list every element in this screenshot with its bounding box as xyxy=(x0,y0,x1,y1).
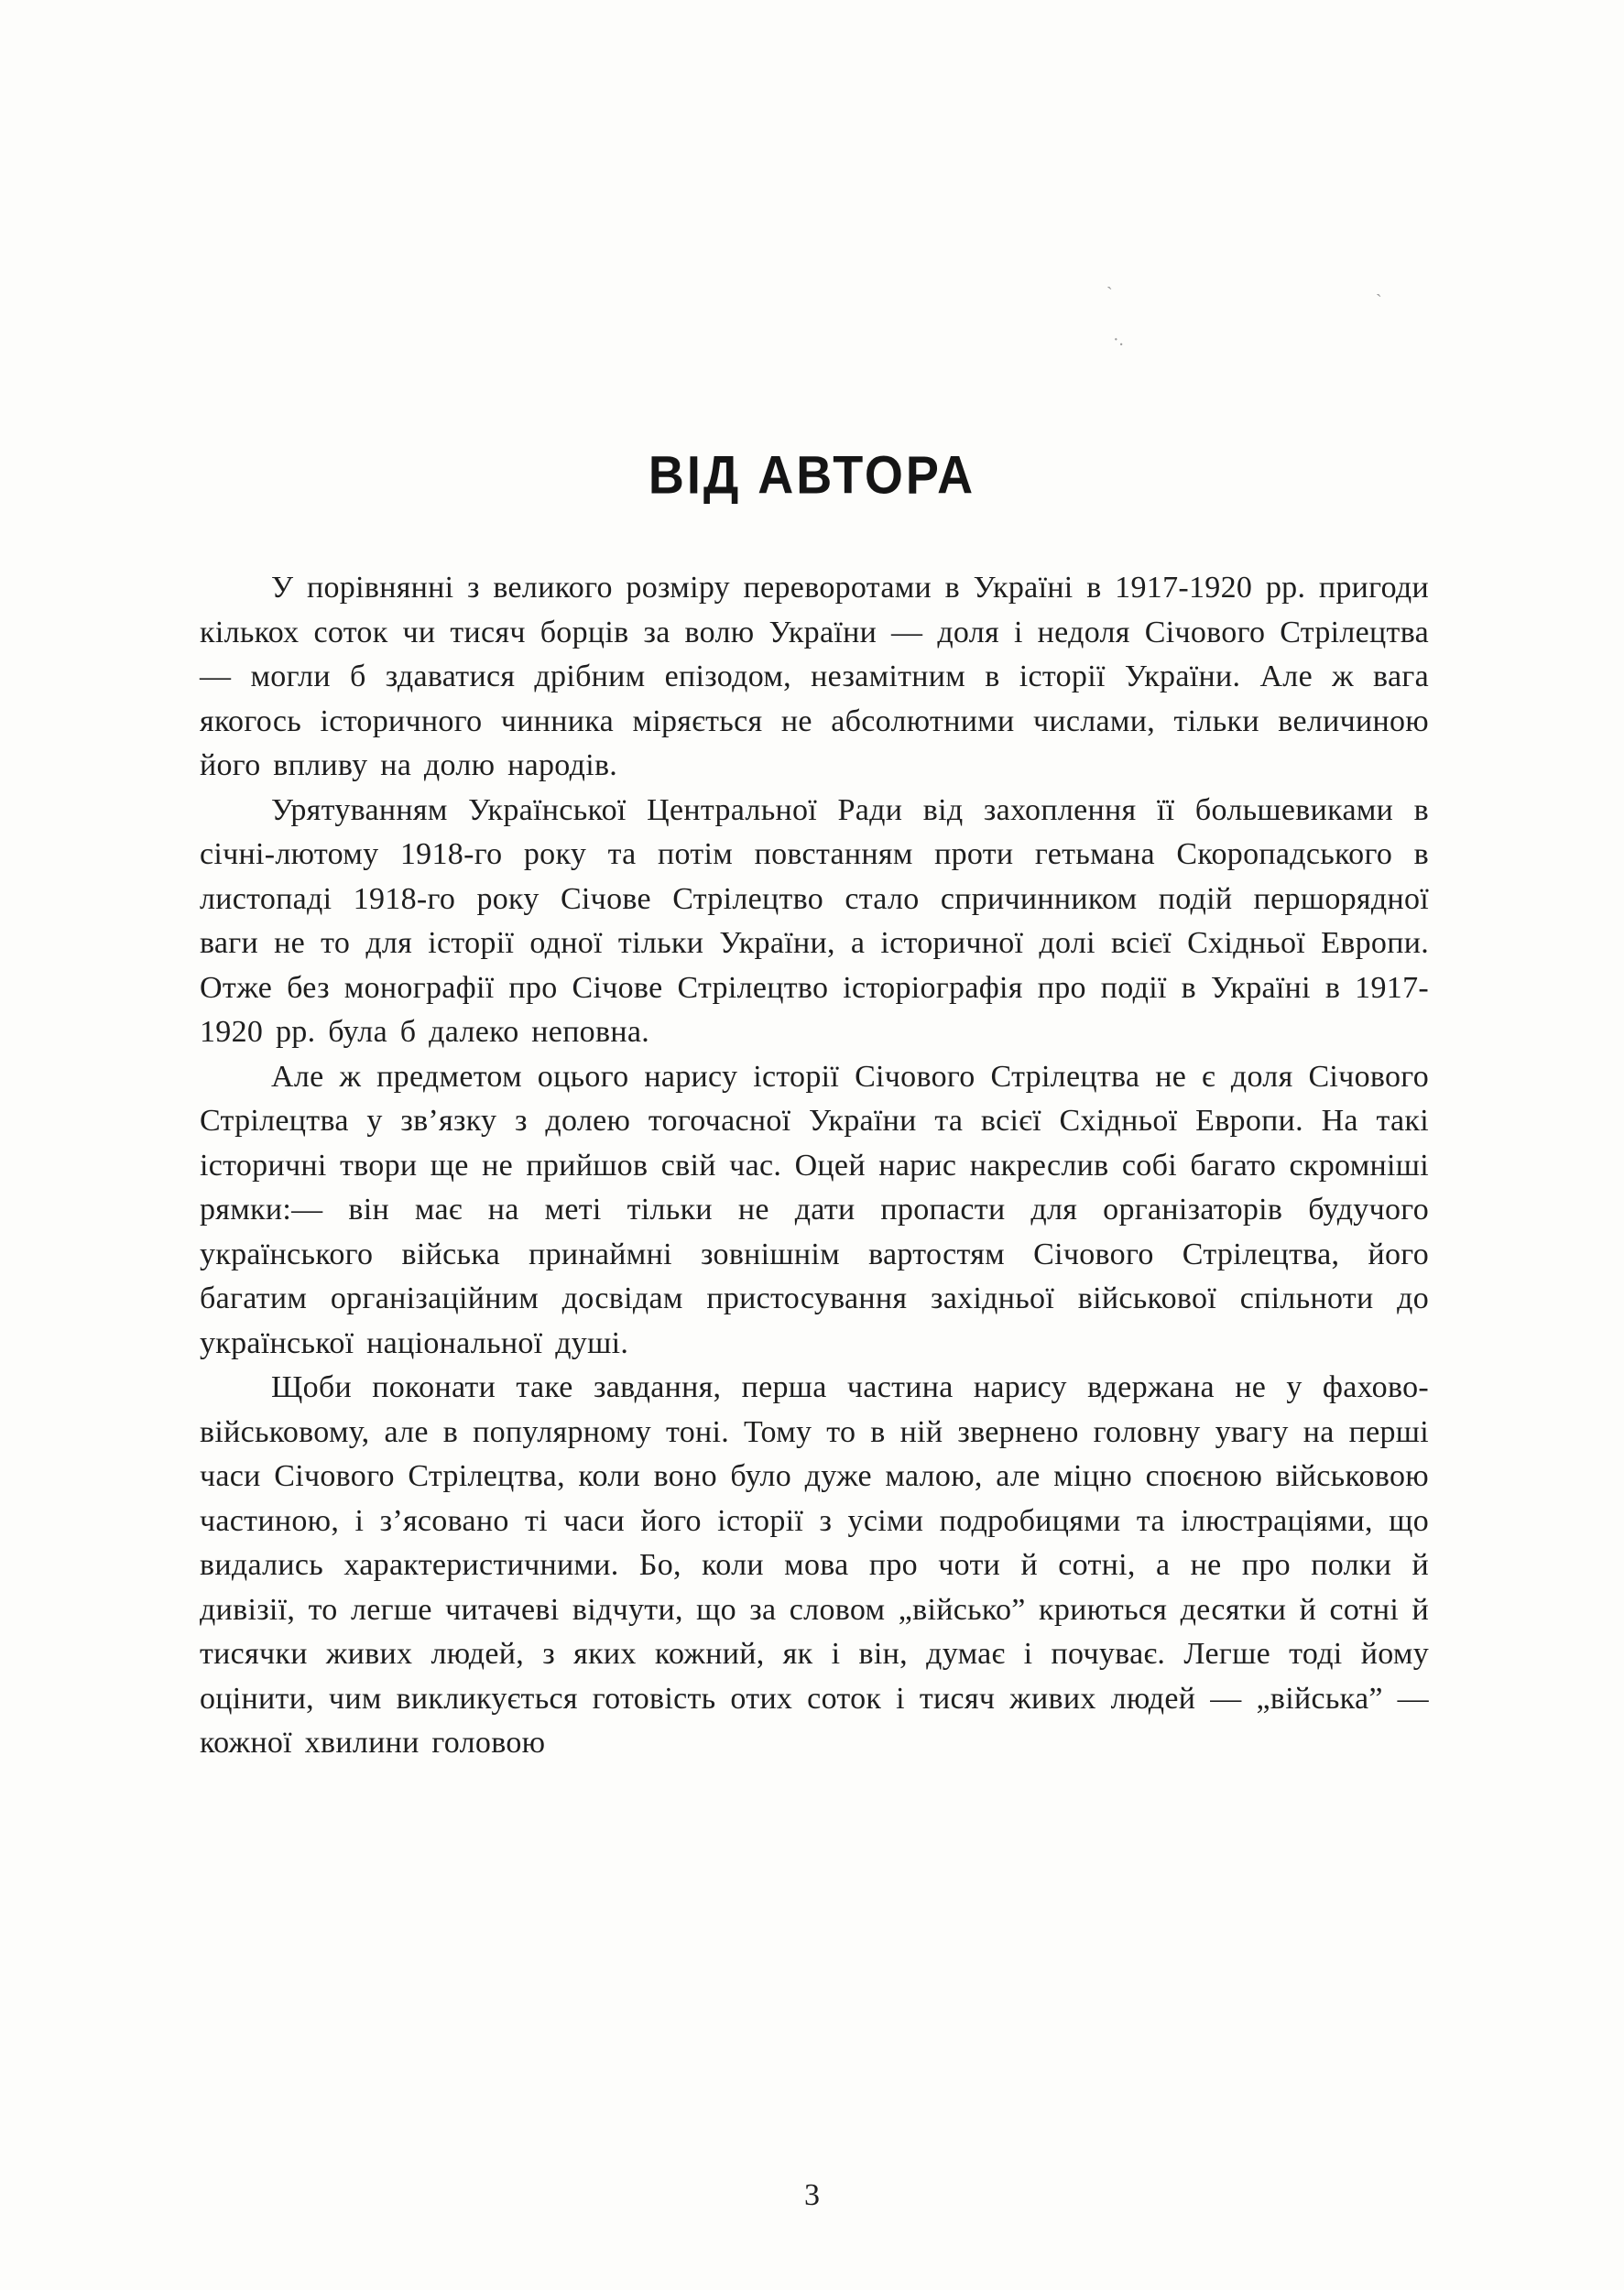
paragraph-2: Урятуванням Української Центральної Ради від захоплення її большевиками в січні-лютому 1918-го року та потім повстанням проти гетьмана Скоропадського в листопаді 1918-го року Січове Стрілецтво стало спричинником подій першорядної ваги не то для історії одної тільки України, а історичної долі всієї Східньої Европи. Отже без монографії про Січове Стрілецтво історіографія про події в Україні в 1917-1920 рр. була б далеко неповна. xyxy=(200,792,1429,1049)
scan-artifact: ` xyxy=(1376,291,1382,311)
scan-artifact: ·. xyxy=(1113,330,1124,350)
page-title: ВІД АВТОРА xyxy=(648,445,976,506)
paragraph-3: Але ж предметом оцього нарису історії Січового Стрілецтва не є доля Січового Стрілецтва у зв’язку з долею тогочасної України та всієї Східньої Европи. На такі історичні твори ще не прийшов свій час. Оцей нарис накреслив собі багато скромніші рямки:— він має на меті тільки не дати пропасти для організаторів будучого українського війська принаймні зовнішнім вартостям Січового Стрілецтва, його багатим організаційним досвідам пристосування західньої військової спільноти до української національної душі. xyxy=(200,1059,1429,1360)
scan-artifact: ` xyxy=(1106,284,1113,304)
page-number: 3 xyxy=(804,2178,820,2212)
paragraph-1: У порівнянні з великого розміру переворотами в Україні в 1917-1920 рр. пригоди кількох соток чи тисяч борців за волю України — доля і недоля Січового Стрілецтва — могли б здаватися дрібним епізодом, незамітним в історії України. Але ж вага якогось історичного чинника міряється не абсолютними числами, тільки величиною його впливу на долю народів. xyxy=(200,571,1429,782)
body-text xyxy=(200,566,1429,1766)
paragraph-4: Щоби поконати таке завдання, перша частина нарису вдержана не у фахово-військовому, але в популярному тоні. Тому то в ній звернено головну увагу на перші часи Січового Стрілецтва, коли воно було дуже малою, але міцно споєною військовою частиною, і з’ясовано ті часи його історії з усіми подробицями та ілюстраціями, що видались характеристичними. Бо, коли мова про чоти й сотні, а не про полки й дивізії, то легше читачеві відчути, що за словом „військо” криються десятки й сотні й тисячки живих людей, з яких кожний, як і він, думає і почуває. Легше тоді йому оцінити, чим викликується готовість отих соток і тисяч живих людей — „війська” — кожної хвилини головою xyxy=(200,1370,1429,1760)
